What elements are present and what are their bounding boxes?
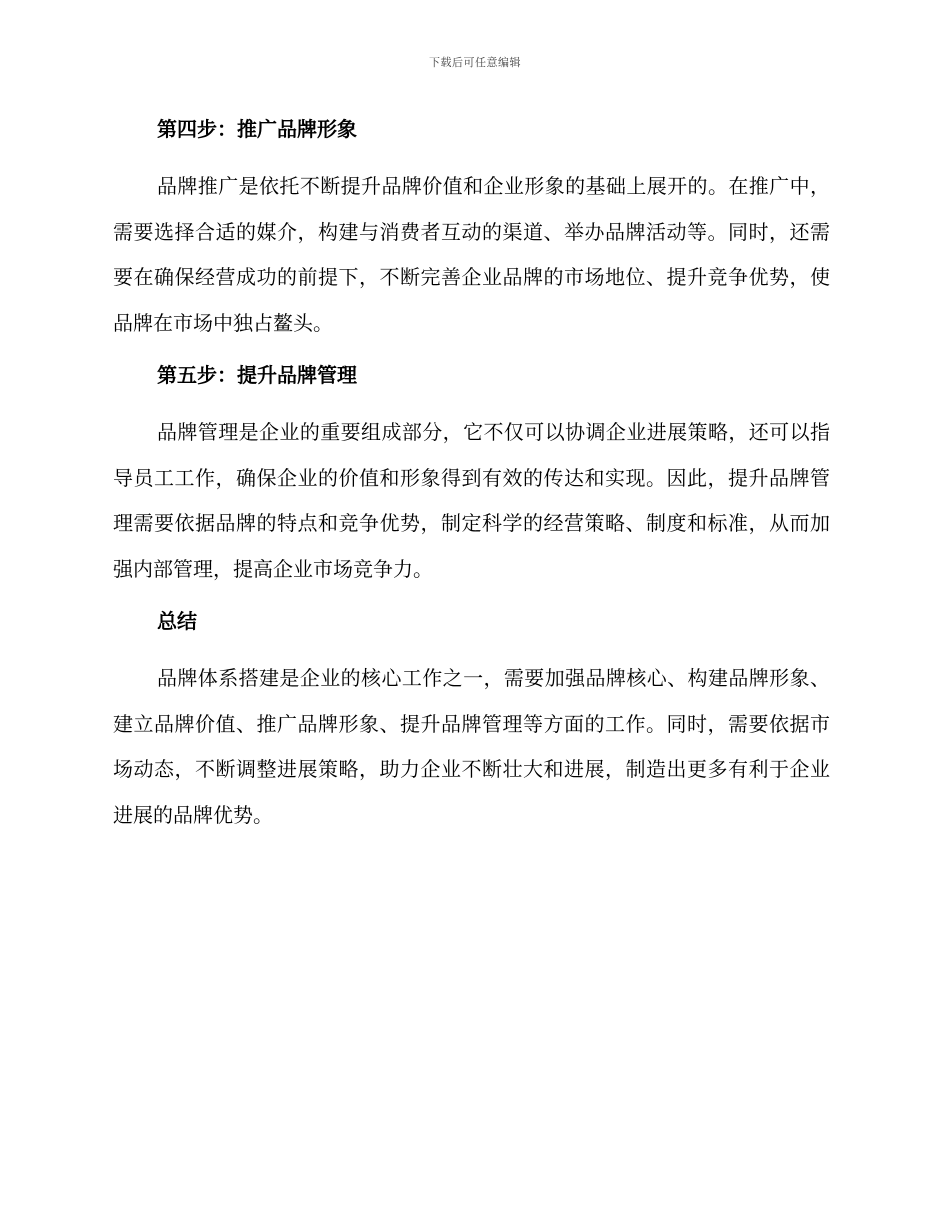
- section-heading-summary: 总结: [157, 609, 197, 633]
- section-heading-step-five: 第五步：提升品牌管理: [157, 363, 357, 387]
- section-paragraph-summary: 品牌体系搭建是企业的核心工作之一，需要加强品牌核心、构建品牌形象、建立品牌价值、推广品牌形象、提升品牌管理等方面的工作。同时，需要依据市场动态，不断调整进展策略，助力企业不断壮大和进展，制造出更多有利于企业进展的品牌优势。: [113, 666, 830, 827]
- section-heading-step-four: 第四步：推广品牌形象: [157, 117, 357, 141]
- document-body: [113, 112, 830, 838]
- section-paragraph-step-five: 品牌管理是企业的重要组成部分，它不仅可以协调企业进展策略，还可以指导员工工作，确保企业的价值和形象得到有效的传达和实现。因此，提升品牌管理需要依据品牌的特点和竞争优势，制定科学的经营策略、制度和标准，从而加强内部管理，提高企业市场竞争力。: [113, 420, 830, 581]
- section-paragraph-step-four: 品牌推广是依托不断提升品牌价值和企业形象的基础上展开的。在推广中，需要选择合适的媒介，构建与消费者互动的渠道、举办品牌活动等。同时，还需要在确保经营成功的前提下，不断完善企业品牌的市场地位、提升竞争优势，使品牌在市场中独占鳌头。: [113, 174, 830, 335]
- page-header: 下载后可任意编辑: [429, 56, 521, 69]
